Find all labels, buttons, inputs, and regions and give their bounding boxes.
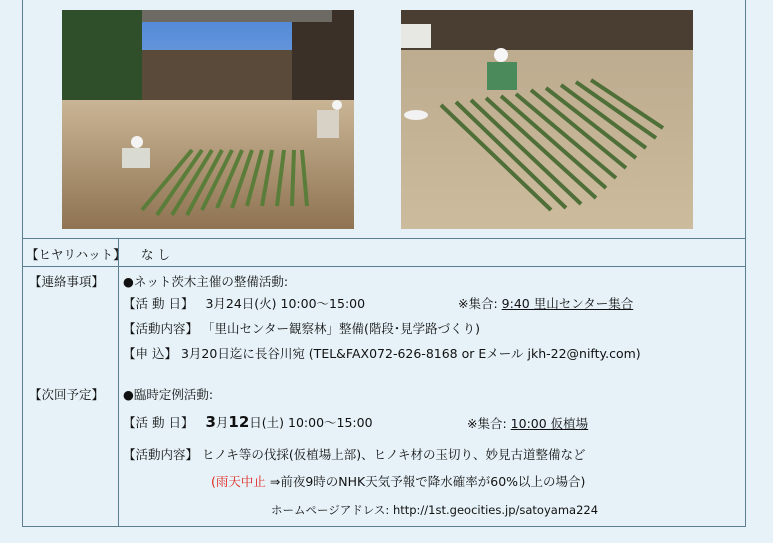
row-divider-2 <box>22 266 746 267</box>
renraku-heading: ●ネット茨木主催の整備活動: <box>123 274 289 289</box>
jikai-rain-row <box>211 472 585 490</box>
jikai-date-month-unit: 月 <box>215 415 229 430</box>
photo-band <box>22 0 746 238</box>
renraku-content-label: 【活動内容】 <box>123 321 199 336</box>
jikai-assembly-prefix: ※集合: <box>467 416 507 431</box>
jikai-date-day-num: 12 <box>228 413 250 431</box>
jikai-date-row <box>123 413 373 431</box>
renraku-assembly-value: 9:40 里山センター集合 <box>501 296 634 311</box>
jikai-label: 【次回予定】 <box>29 387 105 402</box>
jikai-heading: ●臨時定例活動: <box>123 387 214 402</box>
jikai-date-month-num: 3 <box>205 413 216 431</box>
renraku-assembly <box>458 294 633 312</box>
jikai-content-row <box>123 445 586 463</box>
jikai-date-label: 【活 動 日】 <box>123 415 194 430</box>
row-divider-1 <box>22 238 746 239</box>
renraku-label: 【連絡事項】 <box>29 274 105 289</box>
jikai-content-label: 【活動内容】 <box>123 447 199 462</box>
renraku-apply-row <box>123 344 641 362</box>
jikai-content-value: ヒノキ等の伐採(仮植場上部)、ヒノキ材の玉切り、妙見古道整備など <box>202 447 586 462</box>
photo-bamboo-cutting-site <box>62 10 354 229</box>
renraku-assembly-prefix: ※集合: <box>458 296 498 311</box>
jikai-date-day-unit: 日 <box>249 415 262 430</box>
renraku-date-value: 3月24日(火) 10:00～15:00 <box>205 296 366 311</box>
jikai-assembly-value: 10:00 仮植場 <box>510 416 589 431</box>
jikai-assembly <box>467 414 588 432</box>
renraku-content-row <box>123 319 480 337</box>
jikai-date-rest: (土) 10:00～15:00 <box>261 415 373 430</box>
renraku-content-value: 「里山センター観察林」整備(階段･見学路づくり) <box>202 321 481 336</box>
renraku-apply-value: 3月20日迄に長谷川宛 (TEL&FAX072-626-8168 or Eメール jkh-22@nifty.com) <box>180 346 641 361</box>
hiyari-value: な し <box>141 247 170 262</box>
jikai-rain-rest: ⇒前夜9時のNHK天気予報で降水確率が60%以上の場合) <box>265 474 586 489</box>
homepage-address[interactable]: ホームページアドレス: http://1st.geocities.jp/satoyama224 <box>271 503 599 517</box>
jikai-rain-open: ( <box>211 474 216 489</box>
renraku-apply-label: 【申 込】 <box>123 346 177 361</box>
photo-bamboo-bundles <box>401 10 693 229</box>
renraku-date-label: 【活 動 日】 <box>123 296 194 311</box>
jikai-rain-text: 雨天中止 <box>215 474 266 489</box>
column-divider <box>118 238 119 527</box>
hiyari-label: 【ヒヤリハット】 <box>26 247 126 262</box>
renraku-date-row <box>123 294 365 312</box>
